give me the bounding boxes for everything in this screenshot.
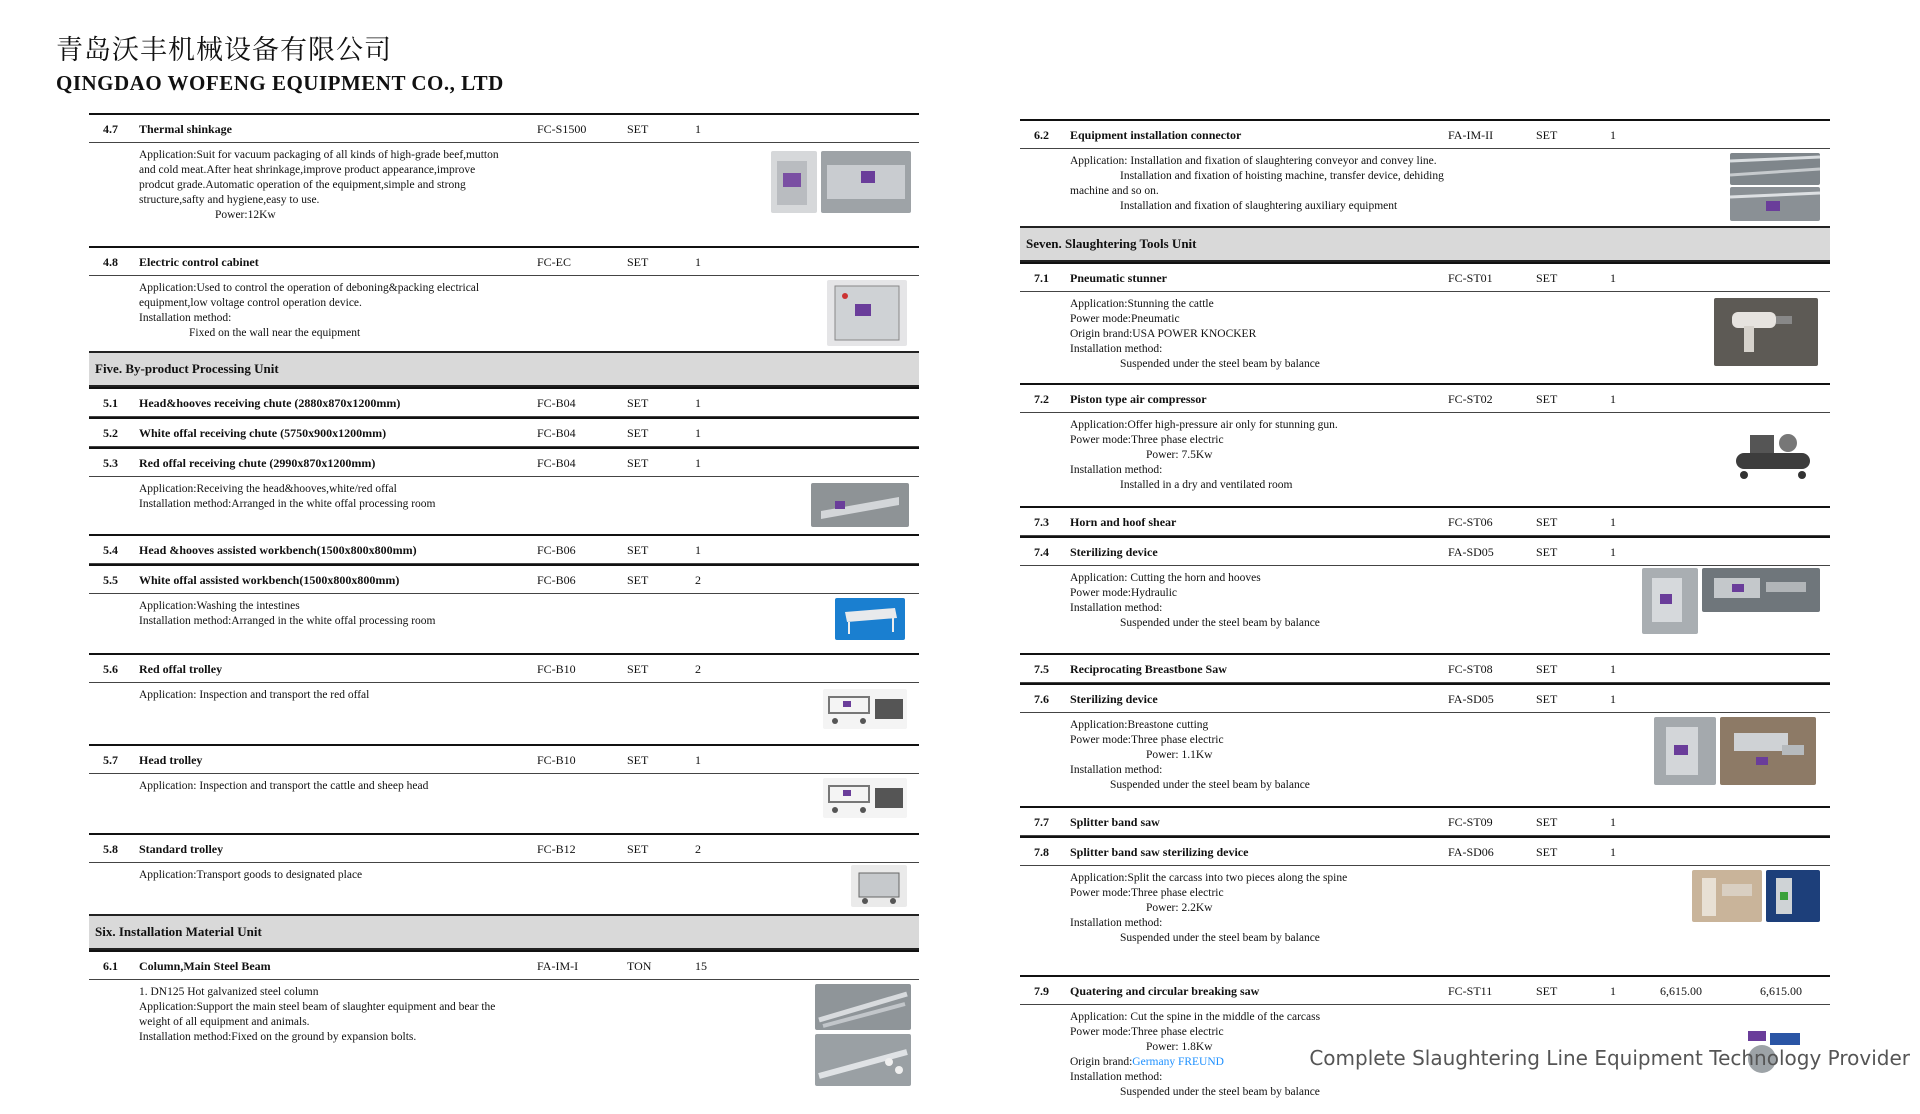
item-name: Horn and hoof shear [1070, 515, 1177, 529]
item-qty: 2 [695, 842, 701, 856]
desc-line: Power mode:Pneumatic [1070, 313, 1180, 325]
sterilizer-photo-icon [1642, 568, 1698, 634]
steel-beam-photo-icon [815, 984, 911, 1030]
item-model: FC-ST02 [1448, 392, 1493, 406]
item-name: Sterilizing device [1070, 692, 1158, 706]
item-qty: 1 [1610, 815, 1616, 829]
desc-line: Power: 2.2Kw [1146, 902, 1213, 914]
desc-line: Application: Cutting the horn and hooves [1070, 572, 1261, 584]
table-row [1020, 383, 1830, 413]
item-number: 7.7 [1034, 815, 1049, 829]
desc-line: Power mode:Three phase electric [1070, 734, 1224, 746]
item-unit: SET [1536, 692, 1558, 706]
item-unit: SET [1536, 815, 1558, 829]
item-description [1020, 413, 1830, 506]
item-model: FC-ST09 [1448, 815, 1493, 829]
item-unit: SET [627, 426, 649, 440]
machine-photo-icon [771, 151, 817, 213]
unit-price: 6,615.00 [1660, 984, 1702, 998]
item-qty: 1 [1610, 692, 1616, 706]
item-qty: 1 [1610, 662, 1616, 676]
desc-line: Suspended under the steel beam by balance [1120, 932, 1320, 944]
item-number: 7.4 [1034, 545, 1049, 559]
item-number: 5.7 [103, 753, 118, 767]
desc-line: Suspended under the steel beam by balance [1110, 779, 1310, 791]
item-number: 7.2 [1034, 392, 1049, 406]
product-photos [823, 778, 907, 818]
item-name: Equipment installation connector [1070, 128, 1242, 142]
table-row [89, 744, 919, 774]
item-number: 7.1 [1034, 271, 1049, 285]
item-unit: SET [1536, 515, 1558, 529]
section-header: Six. Installation Material Unit [89, 914, 919, 950]
desc-line: structure,safty and hygiene,easy to use. [139, 194, 320, 206]
item-unit: SET [1536, 545, 1558, 559]
item-unit: SET [1536, 392, 1558, 406]
item-unit: SET [1536, 984, 1558, 998]
table-row [1020, 119, 1830, 149]
desc-line: Fixed on the wall near the equipment [189, 327, 361, 339]
item-qty: 1 [1610, 984, 1616, 998]
desc-line: Application:Transport goods to designated place [139, 869, 363, 881]
desc-line: Installation and fixation of slaughtering auxiliary equipment [1120, 200, 1398, 212]
item-name: Thermal shinkage [139, 122, 233, 136]
desc-line: Application:Offer high-pressure air only for stunning gun. [1070, 419, 1338, 431]
origin-brand-label: Origin brand: [1070, 1056, 1133, 1068]
item-model: FC-ST06 [1448, 515, 1493, 529]
section-header: Five. By-product Processing Unit [89, 351, 919, 387]
table-row [89, 113, 919, 143]
item-number: 4.7 [103, 122, 118, 136]
desc-line: Power mode:Hydraulic [1070, 587, 1177, 599]
item-number: 7.3 [1034, 515, 1049, 529]
item-qty: 1 [1610, 271, 1616, 285]
item-model: FC-ST11 [1448, 984, 1493, 998]
sterilizer-photo-icon [1654, 717, 1716, 785]
desc-line: Power mode:Three phase electric [1070, 1026, 1224, 1038]
desc-line: prodcut grade.Automatic operation of the equipment,simple and strong [139, 179, 466, 191]
item-model: FA-SD06 [1448, 845, 1494, 859]
item-name: Splitter band saw sterilizing device [1070, 845, 1249, 859]
item-name: Pneumatic stunner [1070, 271, 1167, 285]
item-unit: SET [627, 573, 649, 587]
table-row [89, 653, 919, 683]
desc-line: 1. DN125 Hot galvanized steel column [139, 986, 319, 998]
item-name: Head&hooves receiving chute (2880x870x1200mm) [139, 396, 401, 410]
item-model: FC-B04 [537, 426, 576, 440]
item-qty: 1 [695, 426, 701, 440]
item-model: FC-EC [537, 255, 572, 269]
item-qty: 1 [695, 255, 701, 269]
desc-line: Power: 7.5Kw [1146, 449, 1213, 461]
desc-line: machine and so on. [1070, 185, 1159, 197]
company-name-en: QINGDAO WOFENG EQUIPMENT CO., LTD [56, 71, 504, 95]
machine-photo-icon [821, 151, 911, 213]
item-number: 6.1 [103, 959, 118, 973]
item-description [1020, 713, 1830, 806]
desc-line: Power: 1.8Kw [1146, 1041, 1213, 1053]
item-qty: 2 [695, 662, 701, 676]
item-description [1020, 292, 1830, 383]
item-unit: SET [627, 662, 649, 676]
item-number: 5.8 [103, 842, 118, 856]
product-photos [827, 280, 907, 346]
product-photos [823, 689, 907, 729]
table-row [89, 564, 919, 594]
desc-line: Suspended under the steel beam by balance [1120, 1086, 1320, 1098]
item-name: Sterilizing device [1070, 545, 1158, 559]
item-model: FC-B04 [537, 456, 576, 470]
table-row [1020, 262, 1830, 292]
item-name: Quatering and circular breaking saw [1070, 984, 1260, 998]
item-model: FC-ST08 [1448, 662, 1493, 676]
item-model: FC-B04 [537, 396, 576, 410]
desc-line: Installation method:Arranged in the white offal processing room [139, 498, 436, 510]
desc-line: Application:Washing the intestines [139, 600, 300, 612]
item-name: Red offal trolley [139, 662, 223, 676]
total-price: 6,615.00 [1760, 984, 1802, 998]
left-equipment-table [89, 113, 919, 1093]
item-description [89, 477, 919, 534]
item-qty: 1 [1610, 515, 1616, 529]
item-number: 6.2 [1034, 128, 1049, 142]
item-description [89, 143, 919, 246]
item-name: Red offal receiving chute (2990x870x1200mm) [139, 456, 376, 470]
item-model: FC-B10 [537, 662, 576, 676]
desc-line: Suspended under the steel beam by balance [1120, 358, 1320, 370]
desc-line: Power:12Kw [215, 209, 276, 221]
item-model: FC-B06 [537, 573, 576, 587]
item-unit: SET [627, 456, 649, 470]
table-row [89, 447, 919, 477]
item-name: White offal assisted workbench(1500x800x800mm) [139, 573, 400, 587]
desc-line: Origin brand:USA POWER KNOCKER [1070, 328, 1257, 340]
company-name-cn: 青岛沃丰机械设备有限公司 [56, 35, 392, 66]
item-model: FC-B10 [537, 753, 576, 767]
product-photos [1654, 717, 1816, 785]
product-photos [1730, 153, 1820, 221]
item-unit: SET [627, 396, 649, 410]
desc-line: Application: Installation and fixation of slaughtering conveyor and convey line. [1070, 155, 1437, 167]
desc-line: Installation method: [139, 312, 232, 324]
cabinet-photo-icon [827, 280, 907, 346]
trolley-photo-icon [823, 689, 907, 729]
item-description [89, 683, 919, 744]
product-photos [771, 151, 911, 213]
desc-line: Installation method: [1070, 343, 1163, 355]
desc-line: weight of all equipment and animals. [139, 1016, 310, 1028]
product-photos [1714, 298, 1818, 366]
item-number: 5.6 [103, 662, 118, 676]
item-unit: SET [1536, 128, 1558, 142]
table-row [1020, 836, 1830, 866]
table-row [1020, 536, 1830, 566]
item-name: Splitter band saw [1070, 815, 1160, 829]
item-qty: 1 [1610, 392, 1616, 406]
item-number: 7.6 [1034, 692, 1049, 706]
item-unit: SET [627, 543, 649, 557]
item-number: 5.5 [103, 573, 118, 587]
item-description [89, 594, 919, 653]
item-model: FA-SD05 [1448, 545, 1494, 559]
desc-line: Suspended under the steel beam by balance [1120, 617, 1320, 629]
workbench-photo-icon [835, 598, 905, 640]
item-description [1020, 149, 1830, 226]
item-model: FC-B12 [537, 842, 576, 856]
desc-line: Installation method: [1070, 602, 1163, 614]
item-name: Standard trolley [139, 842, 224, 856]
item-qty: 1 [695, 456, 701, 470]
desc-line: Installation method: [1070, 464, 1163, 476]
item-name: Head trolley [139, 753, 203, 767]
product-photos [811, 483, 909, 527]
item-unit: SET [627, 122, 649, 136]
table-row [1020, 506, 1830, 536]
item-unit: SET [627, 842, 649, 856]
item-description [1020, 566, 1830, 653]
desc-line: Power: 1.1Kw [1146, 749, 1213, 761]
item-description [89, 774, 919, 833]
item-qty: 2 [695, 573, 701, 587]
desc-line: and cold meat.After heat shrinkage,improve product appearance,improve [139, 164, 476, 176]
item-name: Column,Main Steel Beam [139, 959, 271, 973]
product-photos [1692, 870, 1820, 922]
table-row [1020, 806, 1830, 836]
item-model: FA-IM-II [1448, 128, 1494, 142]
desc-line: Application: Inspection and transport the red offal [139, 689, 370, 701]
item-unit: SET [1536, 845, 1558, 859]
item-description [89, 863, 919, 914]
table-row [1020, 975, 1830, 1005]
item-qty: 1 [695, 396, 701, 410]
trolley-photo-icon [823, 778, 907, 818]
item-description [1020, 866, 1830, 975]
product-photos [1728, 427, 1818, 483]
table-row [89, 417, 919, 447]
item-number: 5.4 [103, 543, 118, 557]
compressor-photo-icon [1728, 427, 1818, 483]
desc-line: Installation method: [1070, 1071, 1163, 1083]
item-model: FC-B06 [537, 543, 576, 557]
item-unit: TON [627, 959, 652, 973]
item-name: Reciprocating Breastbone Saw [1070, 662, 1227, 676]
item-name: White offal receiving chute (5750x900x1200mm) [139, 426, 387, 440]
item-name: Electric control cabinet [139, 255, 259, 269]
desc-line: equipment,low voltage control operation device. [139, 297, 362, 309]
desc-line: Installed in a dry and ventilated room [1120, 479, 1293, 491]
desc-line: Installation method: [1070, 917, 1163, 929]
desc-line: Installation method:Arranged in the white offal processing room [139, 615, 436, 627]
table-row [89, 950, 919, 980]
desc-line: Application:Support the main steel beam of slaughter equipment and bear the [139, 1001, 496, 1013]
standard-trolley-photo-icon [851, 865, 907, 907]
section-header: Seven. Slaughtering Tools Unit [1020, 226, 1830, 262]
item-model: FA-SD05 [1448, 692, 1494, 706]
steel-column-photo-icon [815, 1034, 911, 1086]
item-number: 5.2 [103, 426, 118, 440]
item-qty: 1 [695, 753, 701, 767]
product-photos [835, 598, 905, 640]
item-description [89, 276, 919, 351]
product-photos [815, 984, 911, 1086]
splitter-sterilizer-photo-icon [1766, 870, 1820, 922]
item-qty: 1 [695, 122, 701, 136]
breastbone-saw-photo-icon [1720, 717, 1816, 785]
item-unit: SET [1536, 662, 1558, 676]
table-row [89, 534, 919, 564]
right-equipment-table [1020, 119, 1830, 1114]
product-photos [851, 865, 907, 907]
item-name: Head &hooves assisted workbench(1500x800x800mm) [139, 543, 417, 557]
product-photos [1642, 568, 1820, 634]
item-number: 5.3 [103, 456, 118, 470]
desc-line: Application:Breastone cutting [1070, 719, 1209, 731]
item-model: FC-S1500 [537, 122, 587, 136]
item-qty: 1 [695, 543, 701, 557]
item-number: 7.8 [1034, 845, 1049, 859]
footer-tagline: Complete Slaughtering Line Equipment Technology Provider [1309, 1046, 1910, 1070]
item-qty: 15 [695, 959, 707, 973]
table-row [1020, 683, 1830, 713]
table-row [1020, 653, 1830, 683]
desc-line: Application:Receiving the head&hooves,white/red offal [139, 483, 397, 495]
desc-line: Application:Split the carcass into two pieces along the spine [1070, 872, 1348, 884]
desc-line: Power mode:Three phase electric [1070, 887, 1224, 899]
item-unit: SET [1536, 271, 1558, 285]
item-number: 5.1 [103, 396, 118, 410]
desc-line: Application: Cut the spine in the middle of the carcass [1070, 1011, 1321, 1023]
desc-line: Application:Used to control the operation of deboning&packing electrical [139, 282, 480, 294]
item-unit: SET [627, 255, 649, 269]
desc-line: Installation and fixation of hoisting machine, transfer device, dehiding [1120, 170, 1444, 182]
connector-photo-icon [1730, 187, 1820, 221]
company-header [56, 28, 504, 96]
item-qty: 1 [1610, 845, 1616, 859]
item-qty: 1 [1610, 128, 1616, 142]
table-row [89, 833, 919, 863]
connector-photo-icon [1730, 153, 1820, 185]
hoof-cutter-photo-icon [1702, 568, 1820, 612]
item-model: FC-ST01 [1448, 271, 1493, 285]
desc-line: Application:Suit for vacuum packaging of all kinds of high-grade beef,mutton [139, 149, 499, 161]
desc-line: Installation method: [1070, 764, 1163, 776]
table-row [89, 387, 919, 417]
item-qty: 1 [1610, 545, 1616, 559]
item-name: Piston type air compressor [1070, 392, 1207, 406]
item-number: 7.5 [1034, 662, 1049, 676]
item-unit: SET [627, 753, 649, 767]
desc-line: Power mode:Three phase electric [1070, 434, 1224, 446]
item-number: 4.8 [103, 255, 118, 269]
origin-brand-link[interactable]: Germany FREUND [1132, 1056, 1224, 1068]
stunner-photo-icon [1714, 298, 1818, 366]
desc-line: Application: Inspection and transport the cattle and sheep head [139, 780, 429, 792]
item-model: FA-IM-I [537, 959, 579, 973]
item-number: 7.9 [1034, 984, 1049, 998]
item-description [89, 980, 919, 1093]
chute-photo-icon [811, 483, 909, 527]
desc-line: Application:Stunning the cattle [1070, 298, 1214, 310]
splitter-saw-photo-icon [1692, 870, 1762, 922]
table-row [89, 246, 919, 276]
desc-line: Installation method:Fixed on the ground by expansion bolts. [139, 1031, 417, 1043]
